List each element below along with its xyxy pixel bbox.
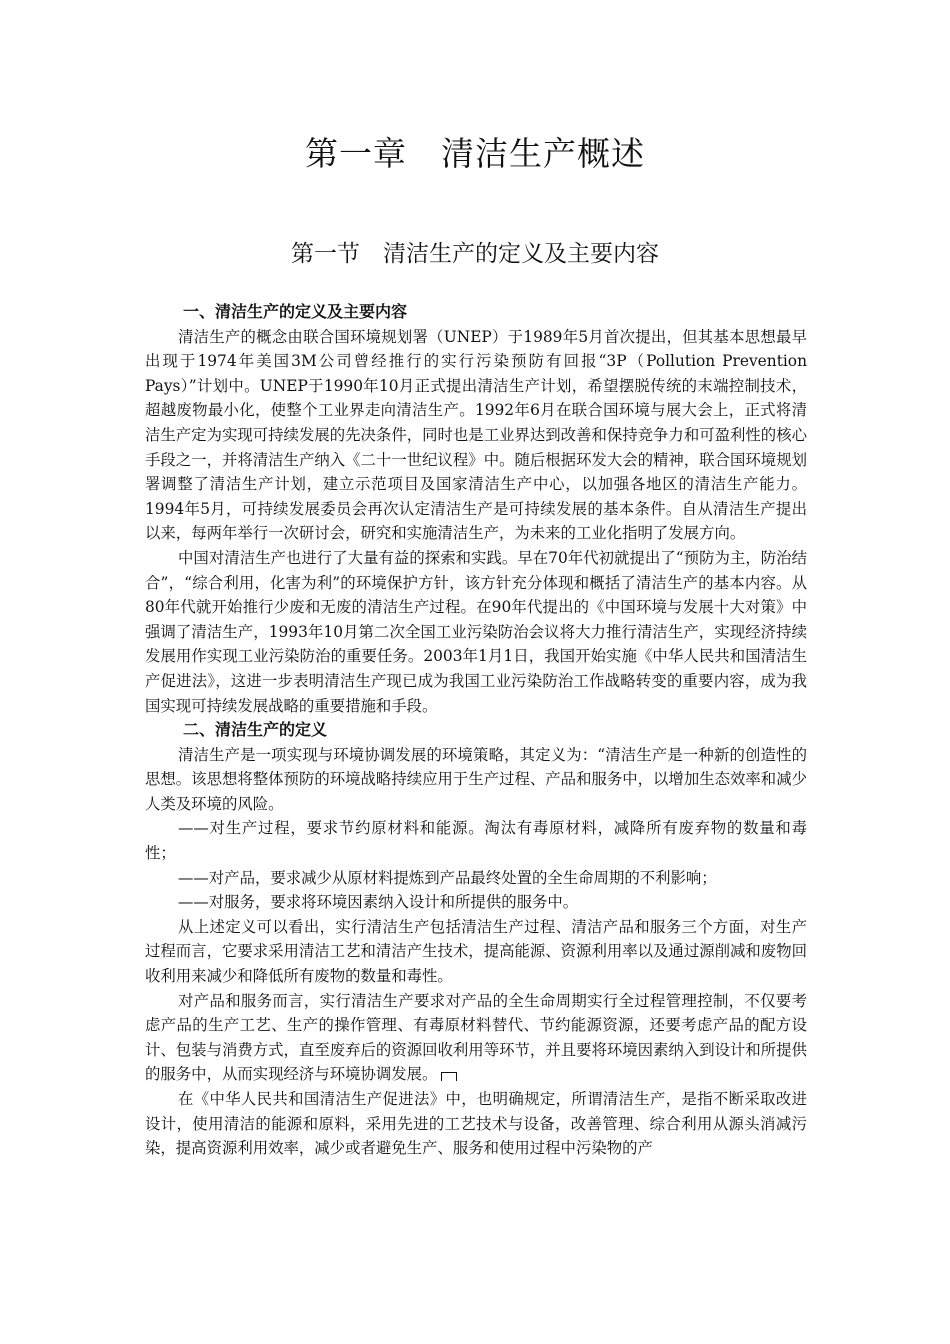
document-body — [145, 300, 807, 1161]
paragraph-products: ——对产品，要求减少从原材料提炼到产品最终处置的全生命周期的不利影响； — [178, 868, 717, 887]
paragraph-promotion-law: 在《中华人民共和国清洁生产促进法》中，也明确规定，所谓清洁生产，是指不断采取改进设计，使用清洁的能源和原料，采用先进的工艺技术与设备，改善管理、综合利用从源头消减污染，提高资源利用效率，减少或者避免生产、服务和使用过程中污染物的产 — [145, 1090, 807, 1158]
paragraph-products-and-services — [145, 989, 807, 1087]
paragraph-services: ——对服务，要求将环境因素纳入设计和所提供的服务中。 — [178, 893, 579, 912]
paragraph-products-and-services-text: 对产品和服务而言，实行清洁生产要求对产品的全生命周期实行全过程管理控制，不仅要考虑产品的生产工艺、生产的操作管理、有毒原材料替代、节约能源资源，还要考虑产品的配方设计、包装与消费方式，直至废弃后的资源回收利用等环节，并且要将环境因素纳入到设计和所提供的服务中，从而实现经济与环境协调发展。 — [145, 991, 807, 1084]
section-title: 第一节 清洁生产的定义及主要内容 — [291, 241, 659, 267]
heading-definition: 二、清洁生产的定义 — [183, 720, 328, 740]
chapter-title: 第一章 清洁生产概述 — [305, 134, 645, 173]
paragraph-definition: 清洁生产是一项实现与环境协调发展的环境策略，其定义为：“清洁生产是一种新的创造性的思想。该思想将整体预防的环境战略持续应用于生产过程、产品和服务中，以增加生态效率和减少人类及环境的风险。 — [145, 745, 807, 813]
paragraph-production-process: ——对生产过程，要求节约原材料和能源。淘汰有毒原材料，减降所有废弃物的数量和毒性； — [145, 819, 807, 863]
text-cursor-mark — [441, 1072, 457, 1081]
heading-definition-and-content: 一、清洁生产的定义及主要内容 — [183, 302, 408, 321]
paragraph-unep-history: 清洁生产的概念由联合国环境规划署（UNEP）于1989年5月首次提出，但其基本思想最早出现于1974年美国3M公司曾经推行的实行污染预防有回报“3P（Pollution Prevention Pays）”计划中。UNEP于1990年10月正式提出清洁生产计划，希望摆脱传统的末端控制技术，超越废物最小化，使整个工业界走向清洁生产。1992年6月在联合国环境与展大会上，正式将清洁生产定为实现可持续发展的先决条件，同时也是工业界达到改善和保持竞争力和可盈利性的核心手段之一，并将清洁生产纳入《二十一世纪议程》中。随后根据环发大会的精神，联合国环境规划署调整了清洁生产计划，建立示范项目及国家清洁生产中心，以加强各地区的清洁生产能力。1994年5月，可持续发展委员会再次认定清洁生产是可持续发展的基本条件。自从清洁生产提出以来，每两年举行一次研讨会，研究和实施清洁生产，为未来的工业化指明了发展方向。 — [145, 327, 807, 543]
paragraph-china-practice: 中国对清洁生产也进行了大量有益的探索和实践。早在70年代初就提出了“预防为主，防治结合”，“综合利用，化害为利”的环境保护方针，该方针充分体现和概括了清洁生产的基本内容。从80年代就开始推行少废和无废的清洁生产过程。在90年代提出的《中国环境与发展十大对策》中强调了清洁生产，1993年10月第二次全国工业污染防治会议将大力推行清洁生产，实现经济持续发展用作实现工业污染防治的重要任务。2003年1月1日，我国开始实施《中华人民共和国清洁生产促进法》，这进一步表明清洁生产现已成为我国工业污染防治工作战略转变的重要内容，成为我国实现可持续发展战略的重要措施和手段。 — [145, 548, 807, 715]
paragraph-three-aspects: 从上述定义可以看出，实行清洁生产包括清洁生产过程、清洁产品和服务三个方面，对生产过程而言，它要求采用清洁工艺和清洁产生技术，提高能源、资源利用率以及通过源削减和废物回收利用来减少和降低所有废物的数量和毒性。 — [145, 917, 807, 986]
